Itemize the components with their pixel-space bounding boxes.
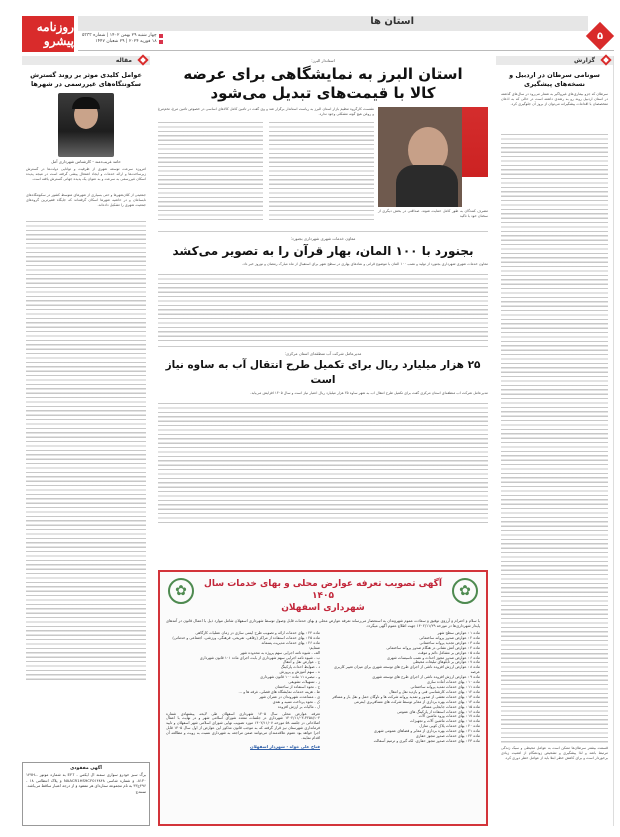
ad-item: ی - مساعدت شهروندان در عمران شهر — [259, 694, 320, 699]
ad-item: ماده ۲۵ : بهای خدمات استفاده از مراکز (رفاهی، تفریحی، فرهنگی، ورزشی، اجتماعی و خدماتی) — [172, 635, 320, 640]
story1-text-col1 — [269, 122, 374, 222]
story3-title[interactable]: ۲۵ هزار میلیارد ریال برای تکمیل طرح انتقال آب به ساوه نیاز است — [165, 359, 481, 386]
ad-item: ماده ۱۳ : بهای خدمات نقشی از صدور و تمدید پروانه شرکت ها و ناوگان حمل و نقل بار و مسافر — [332, 694, 480, 699]
story1-caption: مصرف کنندگان به طور کامل حمایت شوند. صداقتی در بخش دیگری از سخنان خود با تاکید — [378, 209, 488, 218]
date-gregorian: ۱۸ فوریه ۲۰۲۴ | ۲۹ شعبان ۱۴۴۷ — [95, 39, 157, 44]
report-label: گزارش — [496, 56, 613, 65]
ad-items-left — [166, 631, 320, 710]
ad-item: ماده ۳ : عوارض تجدید پروانه ساختمانی — [419, 640, 480, 645]
ad-item: ماده ۲۴ : بهای خدمات ارائه و تصویب طرح ایمنی سازی در زمان عملیات کارگاهی — [195, 631, 320, 635]
story1-lead: نشست کارگروه تنظیم بازار استان البرز به ریاست استاندار برگزار شد و وی گفت در تأمین کامل کالاهای اساسی در خصوص تأمین مرغ، تخم‌مرغ و روغن هیچ گونه مشکلی وجود ندارد. — [158, 107, 374, 116]
ad-item: ضمایم: — [308, 645, 320, 650]
story2-title[interactable]: بجنورد با ۱۰۰ المان، بهار قرآن را به تصویر می‌کشد — [172, 244, 474, 258]
municipality-emblem-icon: ✿ — [452, 578, 478, 604]
center-news — [158, 56, 488, 556]
ad-item: ماده ۴ : عوارض آتش نشانی در هنگام صدور پروانه ساختمانی — [386, 645, 480, 650]
story1-photo — [378, 107, 488, 207]
lost-ad-city: سنندج — [135, 788, 146, 794]
divider — [158, 231, 488, 232]
story3-kicker: مدیرعامل شرکت آب منطقه‌ای استان مرکزی: — [284, 351, 362, 356]
date-persian: چهار شنبه ۲۹ بهمن ۱۴۰۲ | شماره ۵۳۳۳ — [82, 33, 157, 38]
ad-item: ماده ۱۷ : بهای خدمات ورود ماشین آلات — [418, 714, 480, 719]
ad-title: آگهی تصویب تعرفه عوارض محلی و بهای خدمات سال ۱۴۰۵ — [204, 579, 442, 601]
ad-item: ماده ۲۶ : بهای خدمات مدیریت پسماند — [261, 640, 320, 645]
ad-item: ماده ۲۳ : بهای خدمات صدور مجوز حفاری، لکه گیری و ترمیم آسفالت — [373, 738, 480, 743]
story1-title[interactable]: استان البرز به نمایشگاهی برای عرضه کالا با قیمت‌های تبدیل می‌شود — [183, 65, 463, 102]
ad-item: ح - نحوه استفاده از ساختمان — [275, 684, 320, 689]
municipality-emblem-icon: ✿ — [168, 578, 194, 604]
diamond-icon — [137, 54, 148, 65]
story1-text-col2 — [158, 122, 263, 222]
ad-closing: تعرفه عوارض محلی سال ۱۴۰۵ شهرداری اسفهلان طی لایحه پیشنهادی شماره ۳۲۵۸/۱۰۴-۱۴۰۲/۱۱/۰۳ شهرداری در جلسات متعدد شورای اسلامی شهر و در نهایت با اعمال اصلاحاتی در جلسه ۵۸ مورخه ۱۴۰۲/۱۱/۰۷ مورد تصویب نهایی شورای اسلامی شهر اسفهلان و تایید فرمانداری شهرستان نیز قرار گرفته که به موجب قانون مذکور این عوارض از اول سال ۱۴۰۵ قابل اجرا خواهد بود عموم علاقه‌مندان می‌توانند ضمن مراجعه به شهرداری نسبت به رویت و مطالعه آن اقدام نمایند. — [166, 711, 321, 741]
ad-item: ماده ۲۱ : بهای خدمات بهره برداری از معابر و فضاهای عمومی شهری — [373, 729, 480, 734]
flag-shape — [462, 107, 488, 207]
ad-item: ماده ۷ : عوارض بر تابلوهای تبلیغات محیطی — [412, 660, 480, 665]
story2-kicker: معاون خدمات شهری شهرداری بجنورد: — [290, 236, 356, 241]
opinion-intro: امروزه سرعت توسعه شهری از ظرفیت و توانایی دولت‌ها در گسترش زیرساخت‌ها و ارائه خدمات و ایجاد اشتغال پیشی گرفته است در نتیجه پدیده اسکان غیررسمی به سرعت و به عنوان یک پدیده جهانی گسترش یافته است. — [26, 167, 146, 181]
lost-document-ad — [22, 762, 150, 826]
ad-item: ط - هزینه خدمات نمایشگاه های فصلی، غرفه ها و ... — [238, 689, 320, 694]
ad-items-right — [326, 631, 480, 749]
ad-item: الف - شیوه نامه اجرایی سهم پروژه به محدوده شهر — [240, 650, 320, 655]
municipal-tariff-ad — [158, 570, 488, 826]
report-body — [501, 134, 608, 744]
story2-lead: معاون خدمات شهری شهرداری بجنورد از تولید و نصب ۱۰۰ المان با موضوع قرآنی و نمادهای بهاری در سطح شهر برای استقبال از ماه مبارک رمضان و نوروز خبر داد. — [241, 262, 488, 266]
ad-item: د - ضوابط احداث پارکینگ — [280, 665, 320, 670]
ad-item: ز - تسهیلات تشویقی — [288, 680, 320, 685]
ad-item: ک - نحوه پرداخت نسیه و نقدی — [272, 699, 320, 704]
page-number-badge — [586, 22, 614, 50]
ad-item: ماده ۸ : عوارض ارزش افزوده ناشی از اجرای طرح های توسعه شهری برای میزان تغییر کاربری عرصه — [334, 665, 480, 675]
story1-kicker: استاندار البرز: — [311, 58, 335, 63]
newspaper-page — [22, 12, 614, 827]
ad-item: ماده ۲ : عوارض صدور پروانه ساختمانی — [419, 635, 480, 640]
opinion-column — [22, 56, 150, 826]
report-title[interactable]: سونامی سرطان در اردبیل و نسخه‌های پیشگیری — [509, 71, 600, 88]
ad-items — [160, 631, 486, 749]
ad-item: ج - عوارض نقل و انتقال — [282, 660, 320, 665]
ad-item: ماده ۶ : عوارض صدور مجوز احداث و نصب تاسیسات شهری — [387, 655, 480, 660]
official-suit — [396, 165, 458, 207]
header-bar — [78, 16, 588, 31]
section-title: استان ها — [370, 16, 414, 27]
lost-ad-text: برگ سبز خودرو سواری سمند ال ایکس - EF7 به شماره موتور ۱۴۷H---۸۱۳۰ و شماره شاسی NAACR1HS9CF0۱۴۸۴۸ و پلاک انتظامی ۱۸ - ۴۹۶ج۴۳ به نام مجموعه ستاره‌ای هر مفقود و از درجه اعتبار ساقط می‌باشد. — [26, 772, 147, 788]
opinion-body — [26, 221, 146, 681]
ad-item: ماده ۱۸ : بهای خدمات ماشین آلات و تجهیزات — [409, 719, 480, 724]
ad-item: ماده ۱۰ : بهای خدمات آماده سازی — [426, 680, 480, 685]
opinion-title[interactable]: عوامل کلیدی موثر بر روند گسترش سکونتگاه‌های غیررسمی در شهرها — [30, 71, 142, 88]
ad-signature: فتاح علی خواه - شهردار اسفهلان — [250, 743, 320, 749]
bullet-icon — [159, 34, 163, 38]
ad-item: ماده ۱۱ : بهای خدمات تمدید پروانه ساختمانی — [410, 684, 480, 689]
report-lead: سرطان که جزو بیماری‌های غیرواگیر به شمار می‌رود در سال‌های گذشته در استان اردبیل روند رو به رشدی داشته است در حالی که به اذعان متخصصان با اقدامات پیشگیرانه می‌توان از بروز آن جلوگیری کرد. — [501, 92, 608, 106]
divider — [158, 346, 488, 347]
ad-item: ماده ۲۲ : بهای خدمات صدور مجوز حفاری — [415, 734, 480, 739]
ad-intro: با سلام و احترام و آرزوی توفیق و سعادت عموم شهروندان به استحضار می‌رساند تعرفه عوارض محلی و بهای خدمات قابل وصول توسط شهرداری اسفهلان شامل موارد ذیل با اعمال قانون در آمدهای پایدار شهرداری‌ها در مورخه ۱۴۰۲/۱۱/۲۹ جهت اطلاع عموم آگهی میگردد. — [166, 618, 480, 628]
ad-item: ماده ۱۲ : بهای خدمات کارشناسی فنی و بازدید نقل و انتقال — [388, 689, 480, 694]
ad-item: ه - سهم آموزش و پرورش — [279, 670, 320, 675]
ad-item: ل - مالیات بر ارزش افزوده — [277, 704, 320, 709]
author-byline: حامد غریب‌دمند - کارشناس شهرداری آمل — [51, 159, 121, 164]
newspaper-logo[interactable]: روزنامه پیشرو — [22, 16, 74, 52]
page-number: ۵ — [596, 30, 604, 42]
story3-body — [158, 403, 488, 523]
bullet-icon — [159, 40, 163, 44]
ad-item: ماده ۱ : عوارض سطح شهر — [437, 631, 480, 635]
report-column — [496, 56, 614, 826]
ad-item: ماده ۹ : عوارض ارزش افزوده ناشی از اجرای طرح های توسعه شهری — [372, 675, 480, 680]
masthead — [22, 12, 614, 52]
author-photo — [58, 93, 114, 157]
diamond-icon — [600, 54, 611, 65]
ad-item: و - تبصره ۱۱ ماده ۱۰۰ قانون شهرداری — [260, 675, 320, 680]
ad-item: ماده ۱۶ : بهای خدمات استفاده از پارکینگ های عمومی — [396, 709, 480, 714]
report-closing: قسمت بیشتر سرطان‌ها ممکن است به عوامل محیطی و سبک زندگی مرتبط باشد و لذا پیشگیری و تشخیص زودهنگام از اهمیت زیادی برخوردار است و برای کاهش خطر ابتلا باید از عوامل خطر دوری کرد. — [501, 746, 608, 760]
ad-item: ب - شیوه نامه اجرایی سهم شهرداری از بابت اجرای ماده ۱۰۱ قانون شهرداری — [199, 655, 320, 660]
lost-ad-title: آگهی مفقودی — [70, 766, 102, 771]
ad-item: ماده ۱۴ : بهای خدمات بهره برداری از معابر توسط شرکت های مسافربری اینترنتی — [353, 699, 480, 704]
hair-shape — [72, 97, 100, 109]
story2-body — [158, 274, 488, 342]
ad-item: ماده ۵ : عوارض بر مشاغل دائم و موقت — [417, 650, 480, 655]
divider — [78, 50, 614, 51]
story3-lead: مدیرعامل شرکت آب منطقه‌ای استان مرکزی گفت برای تکمیل طرح انتقال آب به شهر ساوه ۲۵ هزار میلیارد ریال اعتبار نیاز است و سال ۱۴۰۵ افزایش می‌یابد. — [250, 391, 488, 395]
opinion-label: مقاله — [22, 56, 150, 65]
story1-body — [158, 107, 488, 227]
ad-item: ماده ۱۵ : بهای خدمات جابجایی مسافر — [421, 704, 480, 709]
issue-date — [82, 33, 163, 45]
ad-item: ماده ۲۰ : بهای خدمات پلاک کوبی منازل — [419, 724, 480, 729]
ad-subtitle: شهرداری اسفهلان — [281, 603, 365, 613]
opinion-excerpt: جمعیتی از کلان‌شهرها و حتی بسیاری از شهرهای متوسط کشور در سکونتگاه‌های نابسامان و در حاشیه شهرها اسکان گرفته‌اند که جایگاه فقیرترین گروه‌های جمعیت شهری را تشکیل داده‌اند. — [26, 193, 146, 207]
